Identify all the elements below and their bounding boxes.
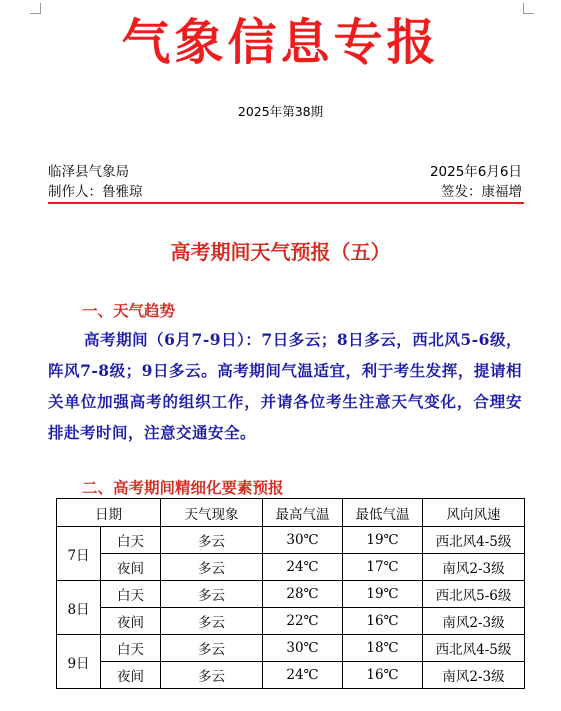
header-high-temp: 最高气温 <box>263 499 343 527</box>
wind-cell: 南风2-3级 <box>423 662 525 689</box>
table-row <box>57 581 525 608</box>
date-cell: 9日 <box>57 635 101 689</box>
header-date: 日期 <box>57 499 161 527</box>
table-row <box>57 635 525 662</box>
wind-cell: 南风2-3级 <box>423 554 525 581</box>
weather-cell: 多云 <box>161 554 263 581</box>
table-row <box>57 662 525 689</box>
forecast-table <box>56 498 525 689</box>
period-cell: 白天 <box>101 527 161 554</box>
weather-cell: 多云 <box>161 581 263 608</box>
weather-cell: 多云 <box>161 662 263 689</box>
wind-cell: 西北风4-5级 <box>423 635 525 662</box>
period-cell: 夜间 <box>101 608 161 635</box>
low-temp-cell: 19℃ <box>343 527 423 554</box>
weather-cell: 多云 <box>161 635 263 662</box>
header-weather: 天气现象 <box>161 499 263 527</box>
section-heading-detail: 二、高考期间精细化要素预报 <box>82 478 284 497</box>
issue-date: 2025年6月6日 <box>429 164 522 180</box>
low-temp-cell: 18℃ <box>343 635 423 662</box>
table-row <box>57 608 525 635</box>
header-divider <box>48 202 524 204</box>
header-low-temp: 最低气温 <box>343 499 423 527</box>
approver: 签发：康福增 <box>441 184 522 200</box>
issue-number: 2025年第38期 <box>237 104 324 119</box>
wind-cell: 南风2-3级 <box>423 608 525 635</box>
report-title: 高考期间天气预报（五） <box>170 240 391 264</box>
masthead-title: 气象信息专报 <box>121 14 440 71</box>
high-temp-cell: 30℃ <box>263 527 343 554</box>
low-temp-cell: 16℃ <box>343 608 423 635</box>
table-header-row <box>57 499 525 527</box>
header-wind: 风向风速 <box>423 499 525 527</box>
trend-paragraph: 高考期间（6月7-9日）：7日多云；8日多云，西北风5-6级，阵风7-8级；9日多云。高考期间气温适宜，利于考生发挥，提请相关单位加强高考的组织工作，并请各位考生注意天气变化，合理安排赴考时间，注意交通安全。 <box>48 330 522 442</box>
period-cell: 白天 <box>101 635 161 662</box>
low-temp-cell: 19℃ <box>343 581 423 608</box>
high-temp-cell: 28℃ <box>263 581 343 608</box>
table-row <box>57 527 525 554</box>
period-cell: 夜间 <box>101 662 161 689</box>
low-temp-cell: 17℃ <box>343 554 423 581</box>
period-cell: 白天 <box>101 581 161 608</box>
weather-cell: 多云 <box>161 608 263 635</box>
author: 制作人：鲁雅琼 <box>48 184 143 200</box>
high-temp-cell: 24℃ <box>263 662 343 689</box>
table-row <box>57 554 525 581</box>
agency-name: 临泽县气象局 <box>48 164 129 180</box>
high-temp-cell: 24℃ <box>263 554 343 581</box>
weather-cell: 多云 <box>161 527 263 554</box>
period-cell: 夜间 <box>101 554 161 581</box>
wind-cell: 西北风5-6级 <box>423 581 525 608</box>
date-cell: 8日 <box>57 581 101 635</box>
wind-cell: 西北风4-5级 <box>423 527 525 554</box>
high-temp-cell: 22℃ <box>263 608 343 635</box>
date-cell: 7日 <box>57 527 101 581</box>
section-heading-trend: 一、天气趋势 <box>82 301 176 320</box>
high-temp-cell: 30℃ <box>263 635 343 662</box>
low-temp-cell: 16℃ <box>343 662 423 689</box>
